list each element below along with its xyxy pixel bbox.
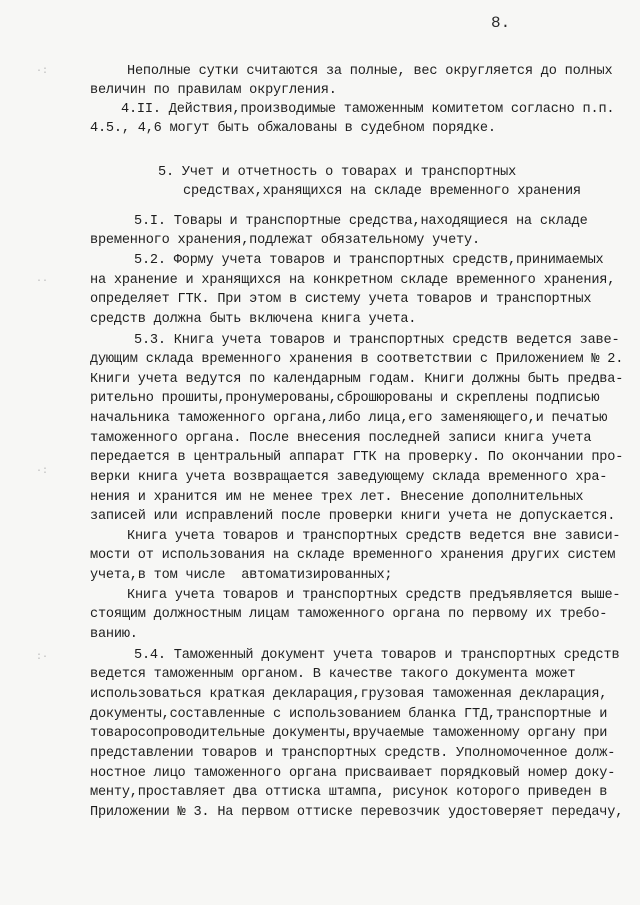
- text-line: таможенного органа. После внесения последней записи книга учета: [90, 431, 592, 446]
- text-line: 4.II. Действия,производимые таможенным комитетом согласно п.п.: [121, 102, 615, 117]
- text-line: временного хранения,подлежат обязательному учету.: [90, 233, 480, 248]
- text-line: Приложении № 3. На первом оттиске перевозчик удостоверяет передачу,: [90, 805, 624, 820]
- text-line: 5.4. Таможенный документ учета товаров и транспортных средств: [134, 648, 620, 663]
- text-line: представлении товаров и транспортных средств. Уполномоченное долж-: [90, 746, 616, 761]
- margin-mark: :·: [36, 652, 49, 663]
- text-line: 5.2. Форму учета товаров и транспортных средств,принимаемых: [134, 253, 604, 268]
- text-line: передается в центральный аппарат ГТК на проверку. По окончании про-: [90, 450, 624, 465]
- text-line: средств должна быть включена книга учета.: [90, 312, 417, 327]
- text-line: определяет ГТК. При этом в систему учета товаров и транспортных: [90, 292, 592, 307]
- section-heading: средствах,хранящихся на складе временного хранения: [183, 184, 581, 199]
- text-line: 5.I. Товары и транспортные средства,находящиеся на складе: [134, 214, 588, 229]
- text-line: Неполные сутки считаются за полные, вес округляется до полных: [127, 64, 613, 79]
- text-line: нения и хранится им не менее трех лет. Внесение дополнительных: [90, 490, 584, 505]
- margin-mark: ·:: [36, 66, 49, 77]
- text-line: верки книга учета возвращается заведующему склада временного хра-: [90, 470, 608, 485]
- text-line: стоящим должностным лицам таможенного органа по первому их требо-: [90, 607, 608, 622]
- margin-mark: ··: [36, 276, 49, 287]
- text-line: рительно прошиты,пронумерованы,сброшюрованы и скреплены подписью: [90, 391, 600, 406]
- page-number: 8.: [491, 14, 511, 32]
- text-line: документы,составленные с использованием бланка ГТД,транспортные и: [90, 707, 608, 722]
- text-line: ведется таможенным органом. В качестве такого документа может: [90, 667, 576, 682]
- margin-mark: ·:: [36, 466, 49, 477]
- section-heading: 5. Учет и отчетность о товарах и транспортных: [158, 165, 517, 180]
- text-line: товаросопроводительные документы,вручаемые таможенному органу при: [90, 726, 608, 741]
- text-line: ностное лицо таможенного органа присваивает порядковый номер доку-: [90, 766, 616, 781]
- text-line: использоваться краткая декларация,грузовая таможенная декларация,: [90, 687, 608, 702]
- text-line: мости от использования на складе временного хранения других систем: [90, 548, 616, 563]
- text-line: ванию.: [90, 627, 138, 642]
- text-line: 4.5., 4,6 могут быть обжалованы в судебном порядке.: [90, 121, 496, 136]
- text-line: Книги учета ведутся по календарным годам. Книги должны быть предва-: [90, 372, 624, 387]
- text-line: начальника таможенного органа,либо лица,его заменяющего,и печатью: [90, 411, 608, 426]
- text-line: записей или исправлений после проверки книги учета не допускается.: [90, 509, 616, 524]
- text-line: дующим склада временного хранения в соответствии с Приложением № 2.: [90, 352, 624, 367]
- text-line: на хранение и хранящихся на конкретном складе временного хранения,: [90, 273, 616, 288]
- text-line: менту,проставляет два оттиска штампа, рисунок которого приведен в: [90, 785, 608, 800]
- text-line: величин по правилам округления.: [90, 83, 337, 98]
- text-line: Книга учета товаров и транспортных средств предъявляется выше-: [127, 588, 621, 603]
- text-line: учета,в том числе автоматизированных;: [90, 568, 393, 583]
- text-line: Книга учета товаров и транспортных средств ведется вне зависи-: [127, 529, 621, 544]
- text-line: 5.3. Книга учета товаров и транспортных средств ведется заве-: [134, 333, 620, 348]
